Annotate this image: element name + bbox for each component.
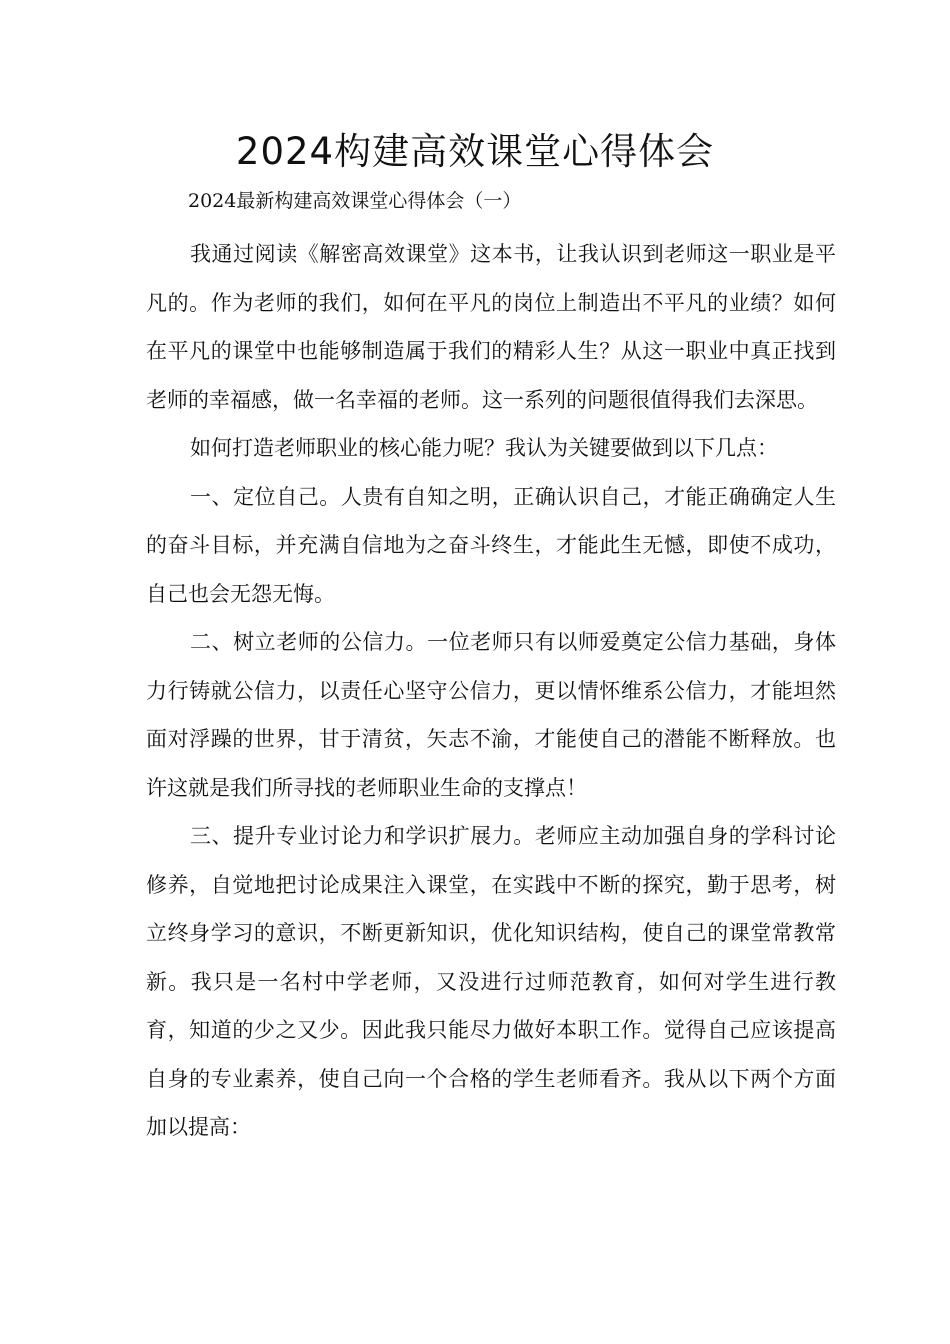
paragraph-point-2: 二、树立老师的公信力。一位老师只有以师爱奠定公信力基础，身体力行铸就公信力，以责任心坚守公信力，更以情怀维系公信力，才能坦然面对浮躁的世界，甘于清贫，矢志不渝，才能使自己的潜能不断释放。也许这就是我们所寻找的老师职业生命的支撑点！ (146, 630, 836, 800)
paragraph-point-1: 一、定位自己。人贵有自知之明，正确认识自己，才能正确确定人生的奋斗目标，并充满自信地为之奋斗终生，才能此生无憾，即使不成功，自己也会无怨无悔。 (146, 484, 836, 606)
paragraph-intro: 我通过阅读《解密高效课堂》这本书，让我认识到老师这一职业是平凡的。作为老师的我们，如何在平凡的岗位上制造出不平凡的业绩？如何在平凡的课堂中也能够制造属于我们的精彩人生？从这一职业中真正找到老师的幸福感，做一名幸福的老师。这一系列的问题很值得我们去深思。 (146, 242, 836, 412)
document-body (146, 230, 836, 1152)
paragraph-question: 如何打造老师职业的核心能力呢？我认为关键要做到以下几点： (190, 436, 778, 460)
document-title: 2024构建高效课堂心得体会 (235, 130, 715, 173)
section-heading: 2024最新构建高效课堂心得体会（一） (188, 190, 522, 212)
paragraph-point-3: 三、提升专业讨论力和学识扩展力。老师应主动加强自身的学科讨论修养，自觉地把讨论成果注入课堂，在实践中不断的探究，勤于思考，树立终身学习的意识，不断更新知识，优化知识结构，使自己的课堂常教常新。我只是一名村中学老师，又没进行过师范教育，如何对学生进行教育，知道的少之又少。因此我只能尽力做好本职工作。觉得自己应该提高自身的专业素养，使自己向一个合格的学生老师看齐。我从以下两个方面加以提高： (146, 824, 836, 1139)
